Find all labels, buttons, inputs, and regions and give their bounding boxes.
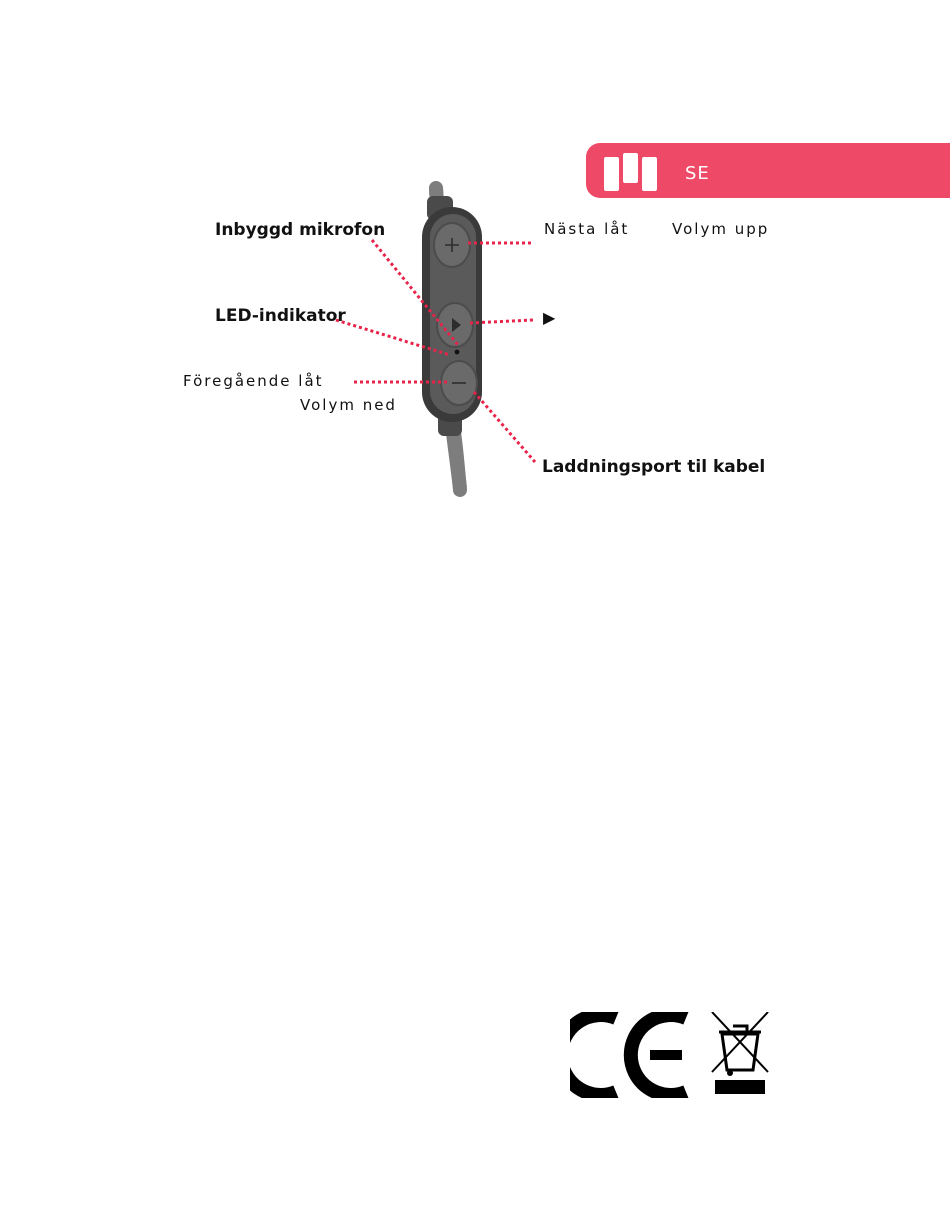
label-charging-port: Laddningsport til kabel bbox=[542, 457, 766, 477]
label-previous-track: Föregående låt bbox=[183, 372, 324, 390]
label-volume-up: Volym upp bbox=[672, 220, 770, 238]
led-dot bbox=[455, 350, 460, 355]
volume-up-button bbox=[434, 223, 470, 267]
ce-mark-icon bbox=[570, 1015, 686, 1095]
language-code: SE bbox=[685, 163, 710, 184]
weee-crossed-bin-icon bbox=[712, 1012, 768, 1094]
label-led-indicator: LED-indikator bbox=[215, 306, 346, 326]
label-play-pause: ▶ bbox=[543, 308, 556, 327]
label-built-in-mic: Inbyggd mikrofon bbox=[215, 220, 386, 240]
label-volume-down: Volym ned bbox=[300, 396, 397, 414]
certification-marks bbox=[570, 1012, 770, 1098]
label-next-track: Nästa låt bbox=[544, 220, 630, 238]
leader-charging bbox=[474, 392, 535, 462]
